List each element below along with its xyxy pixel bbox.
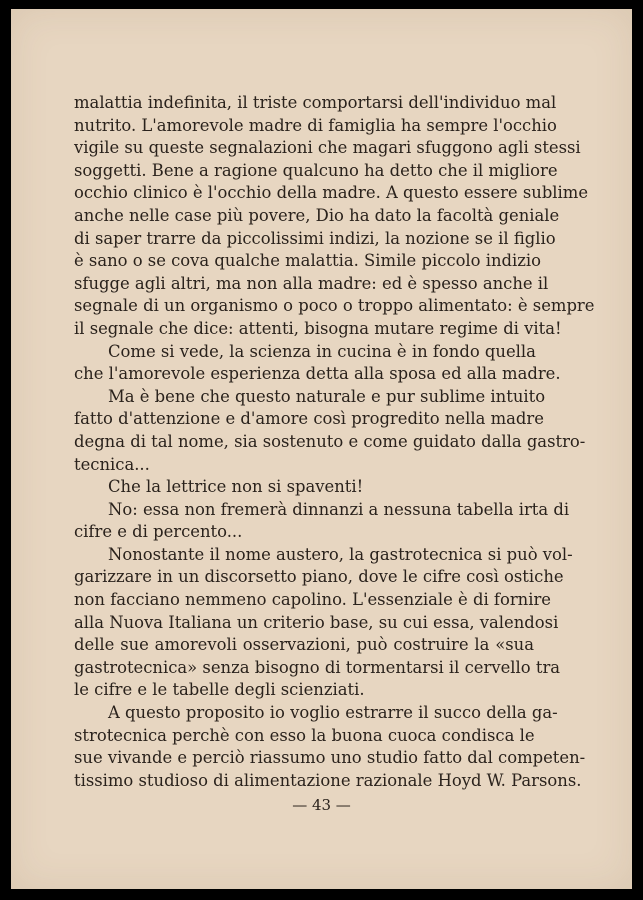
text-line: degna di tal nome, sia sostenuto e come guidato dalla gastro- <box>74 431 586 451</box>
text-line: di saper trarre da piccolissimi indizi, la nozione se il figlio <box>74 228 556 248</box>
book-page <box>11 9 632 889</box>
text-line: Come si vede, la scienza in cucina è in fondo quella <box>108 341 536 361</box>
text-line: le cifre e le tabelle degli scienziati. <box>74 680 365 700</box>
text-line: è sano o se cova qualche malattia. Simile piccolo indizio <box>74 251 542 271</box>
text-line: nutrito. L'amorevole madre di famiglia ha sempre l'occhio <box>74 115 557 135</box>
text-line: occhio clinico è l'occhio della madre. A questo essere sublime <box>74 183 589 203</box>
text-line: segnale di un organismo o poco o troppo alimentato: è sempre <box>74 296 595 316</box>
text-line: alla Nuova Italiana un criterio base, su cui essa, valendosi <box>74 612 559 632</box>
text-line: anche nelle case più povere, Dio ha dato la facoltà geniale <box>74 205 560 225</box>
text-line: garizzare in un discorsetto piano, dove le cifre così ostiche <box>74 567 564 587</box>
text-line: malattia indefinita, il triste comportarsi dell'individuo mal <box>74 93 557 112</box>
text-line: tissimo studioso di alimentazione razionale Hoyd W. Parsons. <box>74 770 582 790</box>
text-line: vigile su queste segnalazioni che magari sfuggono agli stessi <box>74 138 581 158</box>
text-line: Ma è bene che questo naturale e pur sublime intuito <box>108 386 546 406</box>
text-line: cifre e di percento... <box>74 522 243 542</box>
text-line: Che la lettrice non si spaventi! <box>108 477 364 497</box>
text-line: sue vivande e perciò riassumo uno studio fatto dal competen- <box>74 748 586 768</box>
text-line: No: essa non fremerà dinnanzi a nessuna tabella irta di <box>108 499 570 519</box>
text-line: non facciano nemmeno capolino. L'essenziale è di fornire <box>74 590 551 610</box>
text-line: Nonostante il nome austero, la gastrotecnica si può vol- <box>108 544 573 564</box>
body-text <box>74 92 595 792</box>
text-line: che l'amorevole esperienza detta alla sposa ed alla madre. <box>74 364 561 384</box>
text-line: soggetti. Bene a ragione qualcuno ha detto che il migliore <box>74 160 558 180</box>
text-line: A questo proposito io voglio estrarre il succo della ga- <box>108 703 558 723</box>
text-line: gastrotecnica» senza bisogno di tormentarsi il cervello tra <box>74 657 561 677</box>
text-line: delle sue amorevoli osservazioni, può costruire la «sua <box>74 635 534 655</box>
page-number: — 43 — <box>292 796 351 814</box>
text-line: tecnica... <box>74 454 150 474</box>
text-line: sfugge agli altri, ma non alla madre: ed è spesso anche il <box>74 273 549 293</box>
text-line: strotecnica perchè con esso la buona cuoca condisca le <box>74 725 535 745</box>
text-line: il segnale che dice: attenti, bisogna mutare regime di vita! <box>74 318 562 338</box>
text-line: fatto d'attenzione e d'amore così progredito nella madre <box>74 409 544 429</box>
